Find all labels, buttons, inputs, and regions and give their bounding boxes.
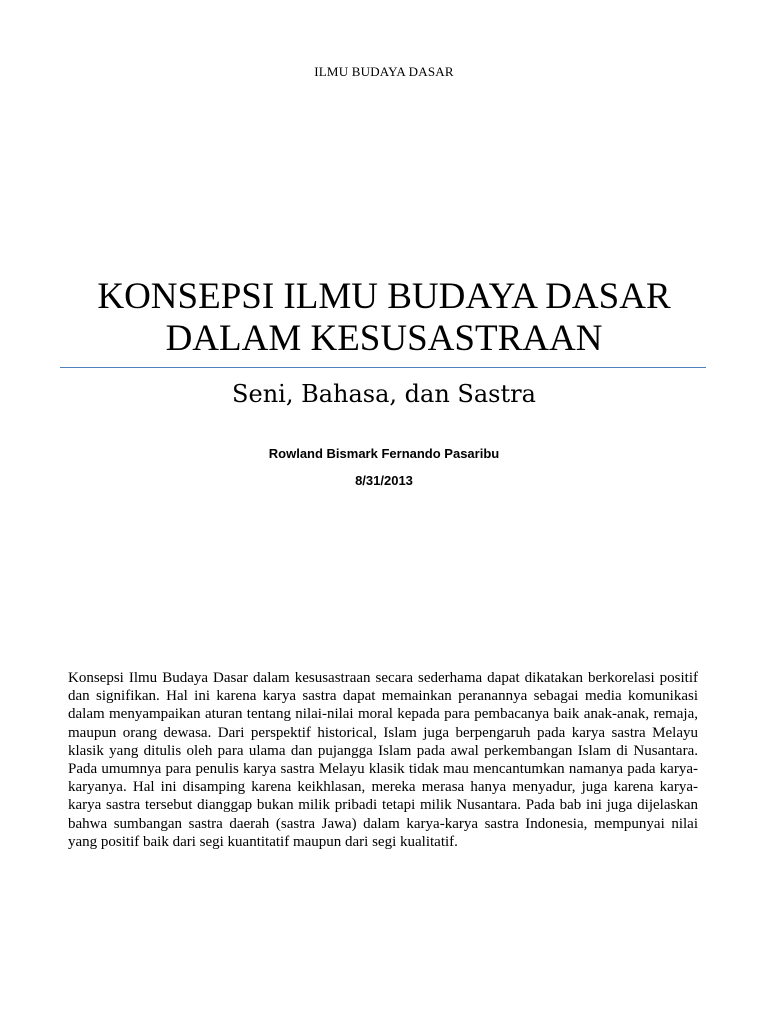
document-date: 8/31/2013 [355,473,413,488]
document-subtitle: Seni, Bahasa, dan Sastra [232,380,536,408]
author-name: Rowland Bismark Fernando Pasaribu [268,446,500,461]
title-divider [60,367,706,368]
running-header: ILMU BUDAYA DASAR [314,64,454,79]
title-line-2: DALAM KESUSASTRAAN [165,318,603,359]
abstract-paragraph: Konsepsi Ilmu Budaya Dasar dalam kesusastraan secara sederhama dapat dikatakan berkorelasi positif dan signifikan. Hal ini karena karya sastra dapat memainkan peranannya sebagai media komunikasi dalam menyampaikan aturan tentang nilai-nilai moral kepada para pembacanya baik anak-anak, remaja, maupun orang dewasa. Dari perspektif historical, Islam juga berpengaruh pada karya sastra Melayu klasik yang ditulis oleh para ulama dan pujangga Islam pada awal perkembangan Islam di Nusantara. Pada umumnya para penulis karya sastra Melayu klasik tidak mau mencantumkan namanya pada karya-karyanya. Hal ini disamping karena keikhlasan, mereka merasa hanya menyadur, juga karena karya-karya sastra tersebut dianggap bukan milik pribadi tetapi milik Nusantara. Pada bab ini juga dijelaskan bahwa sumbangan sastra daerah (sastra Jawa) dalam karya-karya sastra Indonesia, mempunyai nilai yang positif baik dari segi kuantitatif maupun dari segi kualitatif. [68,670,698,850]
title-line-1: KONSEPSI ILMU BUDAYA DASAR [97,276,671,317]
document-title [0,276,768,360]
